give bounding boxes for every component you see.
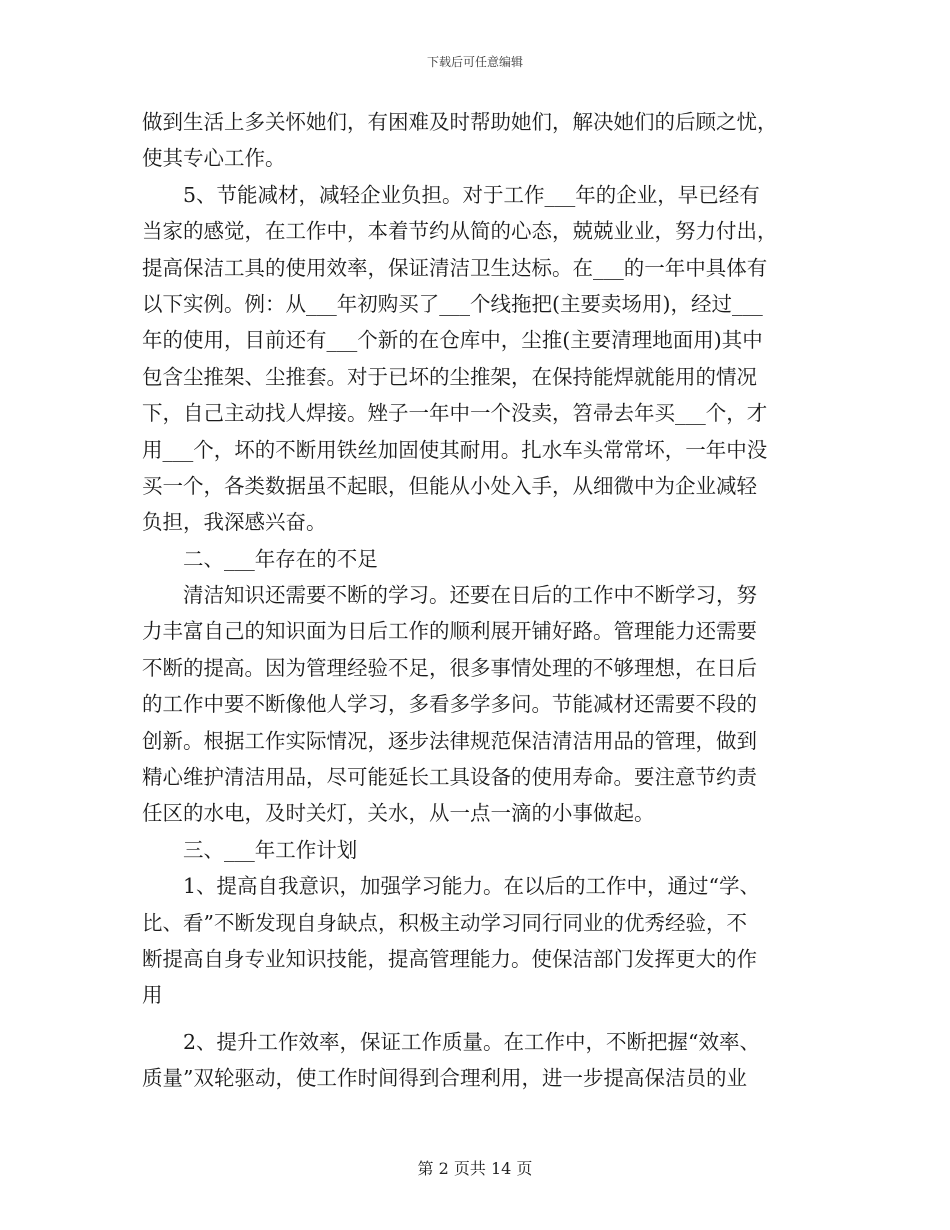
section-heading: 三、___年工作计划: [142, 837, 358, 862]
page-header: 下载后可任意编辑: [426, 55, 523, 69]
text-line: 买一个，各类数据虽不起眼，但能从小处入手，从细微中为企业减轻: [142, 473, 757, 498]
text-line: 以下实例。例：从___年初购买了___个线拖把(主要卖场用)，经过___: [142, 291, 763, 316]
text-line: 包含尘推架、尘推套。对于已坏的尘推架，在保持能焊就能用的情况: [142, 364, 757, 389]
section-heading: 二、___年存在的不足: [142, 546, 378, 571]
text-line: 不断的提高。因为管理经验不足，很多事情处理的不够理想，在日后: [142, 655, 757, 680]
text-line: 下，自己主动找人焊接。矬子一年中一个没卖，笤帚去年买___个，才: [142, 401, 768, 426]
body-text: [142, 104, 802, 1097]
text-line: 断提高自身专业知识技能，提高管理能力。使保洁部门发挥更大的作: [142, 946, 757, 971]
text-line: 做到生活上多关怀她们，有困难及时帮助她们，解决她们的后顾之忧，: [142, 110, 778, 134]
text-line: 质量”双轮驱动，使工作时间得到合理利用，进一步提高保洁员的业: [142, 1066, 747, 1091]
text-line: 2、提升工作效率，保证工作质量。在工作中，不断把握“效率、: [142, 1029, 761, 1054]
text-line: 年的使用，目前还有___个新的在仓库中，尘推(主要清理地面用)其中: [142, 328, 763, 353]
text-line: 比、看”不断发现自身缺点，积极主动学习同行同业的优秀经验，不: [142, 910, 747, 935]
text-line: 精心维护清洁用品，尽可能延长工具设备的使用寿命。要注意节约责: [142, 765, 757, 790]
text-line: 提高保洁工具的使用效率，保证清洁卫生达标。在___的一年中具体有: [142, 255, 768, 280]
text-line: 负担，我深感兴奋。: [142, 510, 327, 535]
text-line: 清洁知识还需要不断的学习。还要在日后的工作中不断学习，努: [142, 583, 757, 608]
page-footer: 第 2 页共 14 页: [417, 1159, 533, 1178]
text-line: 创新。根据工作实际情况，逐步法律规范保洁清洁用品的管理，做到: [142, 728, 757, 753]
text-line: 力丰富自己的知识面为日后工作的顺利展开铺好路。管理能力还需要: [142, 619, 757, 644]
text-line: 1、提高自我意识，加强学习能力。在以后的工作中，通过“学、: [142, 874, 761, 899]
text-line: 5、节能减材，减轻企业负担。对于工作___年的企业，早已经有: [142, 182, 760, 207]
text-line: 当家的感觉，在工作中，本着节约从简的心态，兢兢业业，努力付出，: [142, 219, 778, 244]
text-line: 用: [142, 983, 163, 1008]
text-line: 用___个，坏的不断用铁丝加固使其耐用。扎水车头常常坏，一年中没: [142, 437, 768, 462]
text-line: 使其专心工作。: [142, 146, 286, 171]
text-line: 的工作中要不断像他人学习，多看多学多问。节能减材还需要不段的: [142, 692, 757, 717]
text-line: 任区的水电，及时关灯，关水，从一点一滴的小事做起。: [142, 801, 655, 826]
